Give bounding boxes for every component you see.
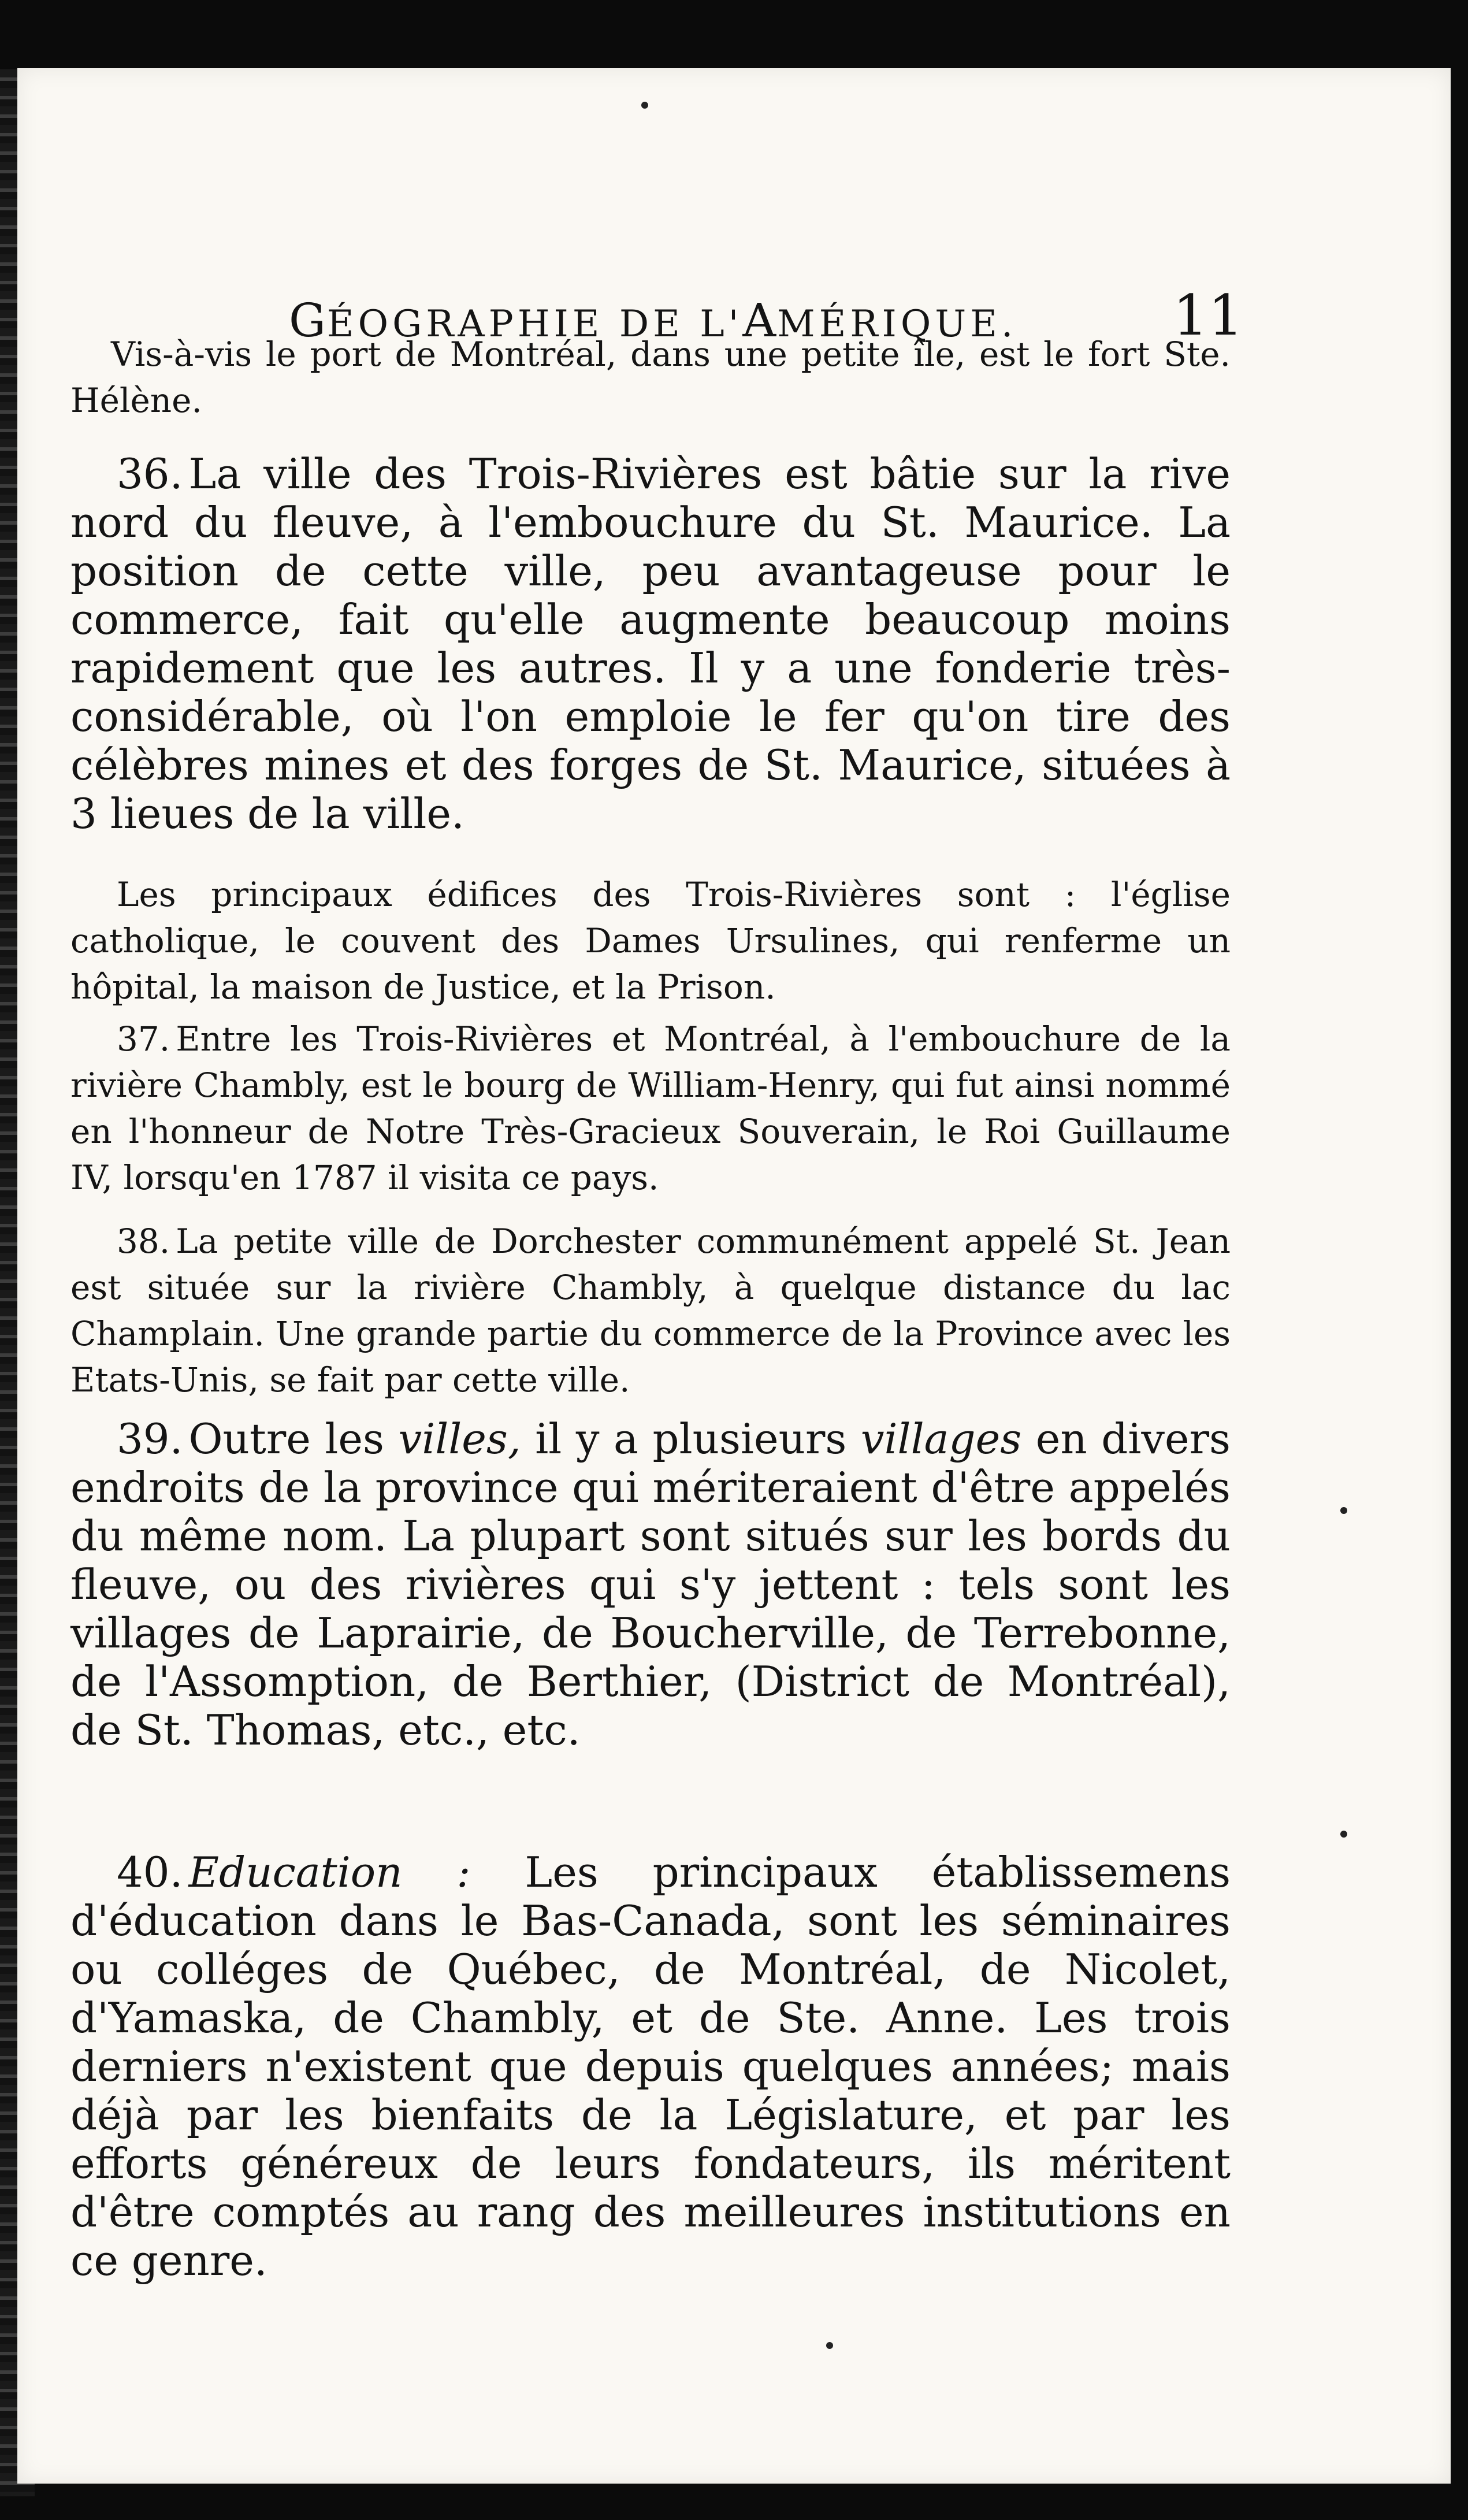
paragraph-36-note: Les principaux édifices des Trois-Rivières sont : l'église catholique, le couvent des Dames Ursulines, qui renferme un hôpital, la maison de Justice, et la Prison.	[70, 875, 1231, 1007]
running-title-initial-a: A	[742, 294, 778, 347]
ink-speck	[1340, 1507, 1347, 1514]
paragraph-37	[70, 1016, 1231, 1201]
running-title-end: MÉRIQUE.	[777, 303, 1017, 346]
paragraph-text-c: en divers endroits de la province qui mériteraient d'être appelés du même nom. La plupart sont situés sur les bords du fleuve, ou des rivières qui s'y jettent : tels sont les villages de Laprairie, de Boucherville, de Terrebonne, de l'Assomption, de Berthier, (District de Montréal), de St. Thomas, etc., etc.	[70, 1415, 1231, 1754]
italic-villages: villages	[860, 1415, 1022, 1463]
paragraph-38	[70, 1218, 1231, 1403]
paragraph-text: Entre les Trois-Rivières et Montréal, à l'embouchure de la rivière Chambly, est le bourg de William-Henry, qui fut ainsi nommé en l'honneur de Notre Très-Gracieux Souverain, le Roi Guillaume IV, lorsqu'en 1787 il visita ce pays.	[70, 1019, 1231, 1197]
ink-speck	[826, 2342, 833, 2349]
paragraph-number: 37.	[117, 1019, 170, 1059]
paragraph-number: 39.	[117, 1415, 183, 1463]
paragraph-number: 36.	[117, 450, 183, 498]
page-number: 11	[1173, 283, 1244, 348]
paragraph-text: Les principaux établissemens d'éducation dans le Bas-Canada, sont les séminaires ou colléges de Québec, de Montréal, de Nicolet, d'Yamaska, de Chambly, et de Ste. Anne. Les trois derniers n'existent que depuis quelques années; mais déjà par les bienfaits de la Législature, et par les efforts généreux de leurs fondateurs, ils méritent d'être comptés au rang des meilleures institutions en ce genre.	[70, 1848, 1231, 2285]
running-title-part: ÉOGRAPHIE DE L'	[326, 303, 743, 346]
paragraph-text: La petite ville de Dorchester communément appelé St. Jean est située sur la rivière Chambly, à quelque distance du lac Champlain. Une grande partie du commerce de la Province avec les Etats-Unis, se fait par cette ville.	[70, 1222, 1231, 1400]
ink-speck	[641, 102, 648, 109]
ink-speck	[1340, 1831, 1347, 1838]
paragraph-number: 38.	[117, 1222, 170, 1261]
section-title-education: Education :	[188, 1848, 471, 1897]
paragraph-text-b: il y a plusieurs	[535, 1415, 847, 1463]
paragraph-40	[70, 1848, 1231, 2285]
book-page	[17, 68, 1451, 2484]
paragraph-number: 40.	[117, 1848, 183, 1897]
paragraph-39	[70, 1415, 1231, 1754]
paragraph-36	[70, 450, 1231, 838]
paragraph-text: La ville des Trois-Rivières est bâtie sur la rive nord du fleuve, à l'embouchure du St. Maurice. La position de cette ville, peu avantageuse pour le commerce, fait qu'elle augmente beaucoup moins rapidement que les autres. Il y a une fonderie très-considérable, où l'on emploie le fer qu'on tire des célèbres mines et des forges de St. Maurice, situées à 3 lieues de la ville.	[70, 450, 1231, 838]
paragraph-fort-ste-helene: Vis-à-vis le port de Montréal, dans une petite île, est le fort Ste. Hélène.	[70, 335, 1231, 420]
running-title-initial: G	[289, 294, 327, 347]
italic-villes: villes,	[398, 1415, 521, 1463]
paragraph-text-a: Outre les	[188, 1415, 384, 1463]
